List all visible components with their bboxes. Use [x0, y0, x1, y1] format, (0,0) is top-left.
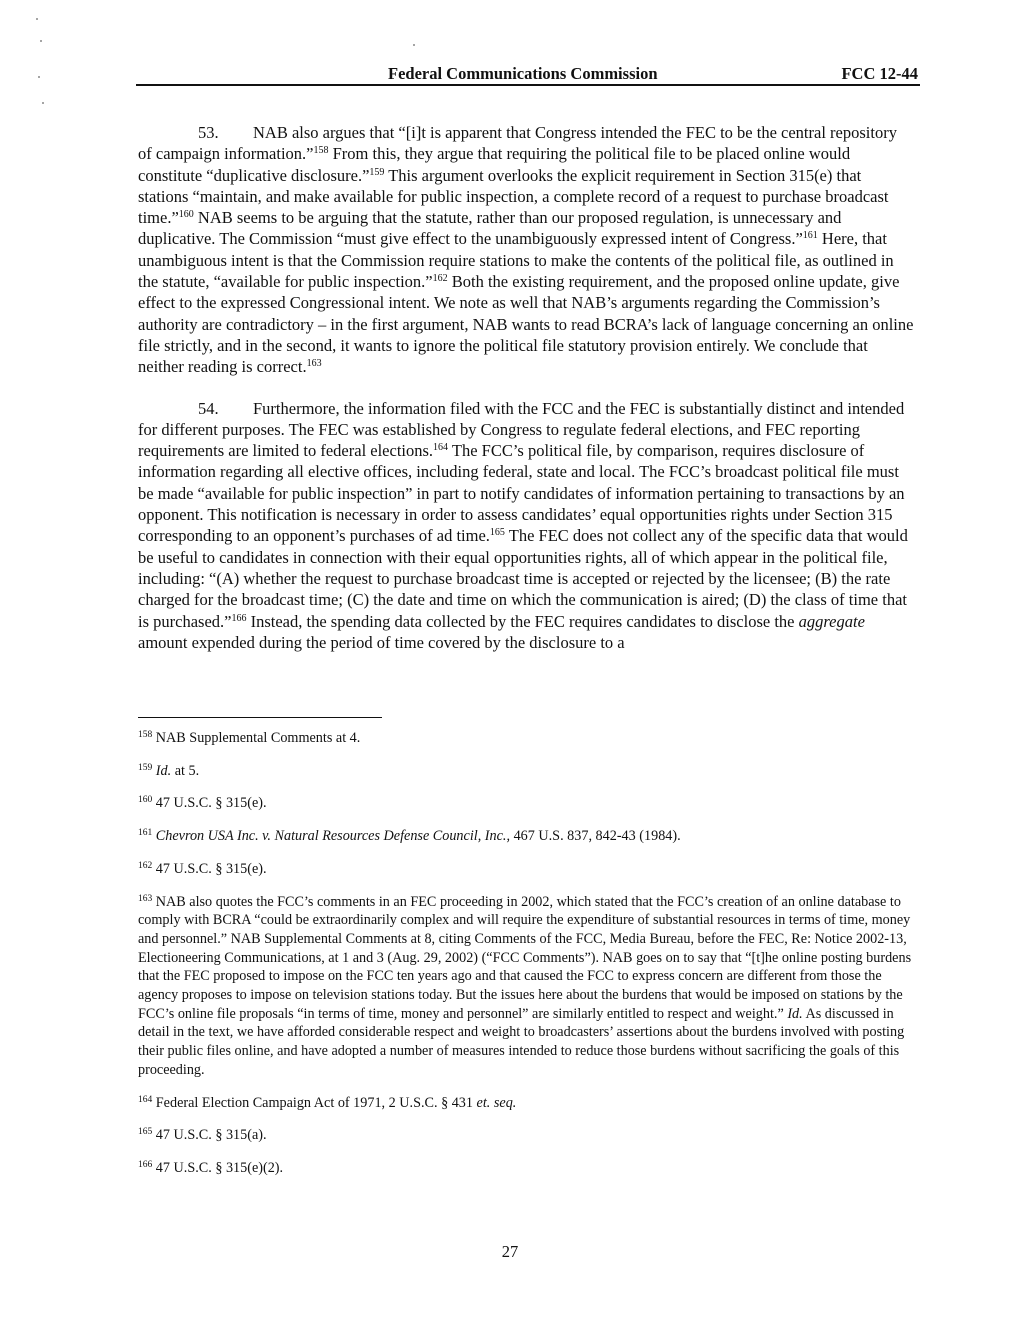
- footnote-number: 164: [138, 1094, 153, 1105]
- footnote-text: 47 U.S.C. § 315(e)(2).: [155, 1159, 284, 1176]
- footnote-ref[interactable]: 164: [433, 442, 449, 454]
- paragraph-number: 54.: [198, 398, 219, 418]
- page-number: 27: [501, 1242, 519, 1261]
- footnote-ref[interactable]: 162: [432, 273, 448, 285]
- footnote-ref[interactable]: 166: [231, 612, 247, 624]
- scan-speck: [36, 18, 38, 20]
- footnote-163: [138, 893, 916, 1080]
- footnote-text: Federal Election Campaign Act of 1971, 2 U.S.C. § 431: [155, 1094, 477, 1111]
- footnote-text: As discussed in detail in the text, we have afforded considerable respect and weight to broadcasters’ assertions about the burdens involved with posting their public files online, and have adopted a number of measures intended to reduce those burdens without sacrificing the goals of this proceeding.: [138, 1005, 905, 1078]
- paragraph-text: amount expended during the period of time covered by the disclosure to a: [138, 632, 625, 652]
- footnote-text: 47 U.S.C. § 315(a).: [155, 1127, 267, 1144]
- paragraph-text: Both the existing requirement, and the proposed online update, give effect to the expressed Congressional intent. We note as well that NAB’s arguments regarding the Commission’s authority are contradictory – in the first argument, NAB wants to read BCRA’s lack of language concerning an online file strictly, and in the second, it wants to ignore the political file statutory provision entirely. We conclude that neither reading is correct.: [138, 272, 914, 377]
- paragraph-text: Instead, the spending data collected by the FEC requires candidates to disclose the: [246, 611, 799, 631]
- footnote-ref[interactable]: 165: [489, 527, 505, 539]
- footnote-ref[interactable]: 160: [178, 209, 194, 221]
- footnote-separator: [138, 717, 382, 718]
- footnote-text: 47 U.S.C. § 315(e).: [155, 795, 267, 812]
- footnote-text: Id.: [155, 762, 172, 779]
- paragraph-text: NAB also argues that “[i]t is apparent that Congress intended the FEC to be the central repository of campaign information.”: [138, 123, 897, 164]
- footnote-158: [138, 729, 916, 748]
- paragraph-54: [138, 398, 914, 654]
- scan-speck: [42, 102, 44, 104]
- footnote-number: 165: [138, 1127, 153, 1138]
- footnote-text: Id.: [787, 1005, 803, 1022]
- scan-speck: [38, 76, 40, 78]
- footnote-text: at 5.: [171, 762, 200, 779]
- paragraph-text: Here, that unambiguous intent is that the Commission require stations to make the contents of the political file, as outlined in the statute, “available for public inspection.”: [138, 229, 894, 292]
- scan-speck: [413, 44, 415, 46]
- paragraph-text: NAB seems to be arguing that the statute, rather than our proposed regulation, is unnecessary and duplicative. The Commission “must give effect to the unambiguously expressed intent of Congress.”: [138, 208, 842, 249]
- footnote-ref[interactable]: 159: [369, 166, 385, 178]
- footnote-159: [138, 762, 916, 781]
- header-doc-id: FCC 12-44: [841, 64, 918, 83]
- footnote-number: 161: [138, 828, 153, 839]
- footnote-165: [138, 1126, 916, 1145]
- footnote-text: NAB also quotes the FCC’s comments in an FEC proceeding in 2002, which stated that the FCC’s creation of an online database to comply with BCRA “could be extraordinarily complex and will require the expenditure of substantial resources in terms of time, money and personnel.” NAB Supplemental Comments at 8, citing Comments of the FCC, Media Bureau, before the FEC, Re: Notice 2002-13, Electioneering Communications, at 1 and 3 (Aug. 29, 2002) (“FCC Comments”). NAB goes on to say that “[t]he online posting burdens that the FEC proposed to impose on the FCC ten years ago and that caused the FCC to express concern are different from those the agency proposes to impose on television stations today. But the issues here about the burdens that would be imposed on stations by the FCC’s online file proposals “in terms of time, money and personnel” are similarly entitled to respect and weight.”: [138, 893, 912, 1022]
- paragraph-53: [138, 122, 914, 378]
- emphasis-text: aggregate: [798, 611, 865, 631]
- footnote-number: 162: [138, 860, 153, 871]
- paragraph-text: Furthermore, the information filed with the FCC and the FEC is substantially distinct and intended for different purposes. The FEC was established by Congress to regulate federal elections, and FEC reporting requirements are limited to federal elections.: [138, 398, 905, 461]
- footnote-number: 159: [138, 762, 153, 773]
- footnote-number: 160: [138, 795, 153, 806]
- page-header: [136, 62, 920, 86]
- footnotes: [138, 729, 916, 1192]
- footnote-number: 158: [138, 730, 153, 740]
- footnote-ref[interactable]: 163: [306, 358, 322, 370]
- footnote-166: [138, 1159, 916, 1178]
- paragraph-text: The FEC does not collect any of the specific data that would be useful to candidates in connection with their equal opportunities rights, all of which appear in the political file, including: “(A) whether the request to purchase broadcast time is accepted or rejected by the licensee; (B) the rate charged for the broadcast time; (C) the date and time on which the communication is aired; (D) the class of time that is purchased.”: [138, 526, 908, 631]
- footnote-number: 166: [138, 1159, 153, 1170]
- footnote-ref[interactable]: 161: [802, 230, 818, 242]
- body-text: [138, 122, 914, 673]
- footnote-162: [138, 860, 916, 879]
- footnote-text: 47 U.S.C. § 315(e).: [155, 860, 267, 877]
- footnote-text: Chevron USA Inc. v. Natural Resources Defense Council, Inc.,: [155, 828, 511, 845]
- paragraph-text: The FCC’s political file, by comparison, requires disclosure of information regarding all elective offices, including federal, state and local. The FCC’s broadcast political file must be made “available for public inspection” in part to notify candidates of information pertaining to transactions by an opponent. This notification is necessary in order to assess candidates’ equal opportunities rights under Section 315 corresponding to an opponent’s purchases of ad time.: [138, 441, 905, 546]
- footnote-text: et. seq.: [476, 1094, 517, 1111]
- footnote-164: [138, 1094, 916, 1113]
- footnote-ref[interactable]: 158: [313, 145, 329, 157]
- paragraph-text: This argument overlooks the explicit requirement in Section 315(e) that stations “maintain, and make available for public inspection, a complete record of a request to purchase broadcast time.”: [138, 165, 889, 228]
- header-title: Federal Communications Commission: [388, 64, 658, 83]
- paragraph-number: 53.: [198, 123, 219, 142]
- footnote-160: [138, 794, 916, 813]
- footnote-text: 467 U.S. 837, 842-43 (1984).: [510, 828, 681, 845]
- footnote-161: [138, 827, 916, 846]
- footnote-number: 163: [138, 893, 153, 904]
- paragraph-text: From this, they argue that requiring the political file to be placed online would constitute “duplicative disclosure.”: [138, 144, 851, 185]
- footnote-text: NAB Supplemental Comments at 4.: [155, 730, 361, 746]
- scan-speck: [40, 40, 42, 42]
